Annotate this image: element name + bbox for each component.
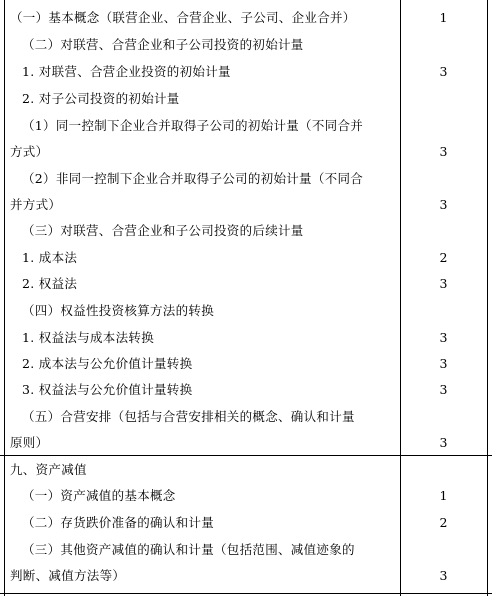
- topic-text: （一）资产减值的基本概念: [22, 488, 176, 503]
- level-value: 3: [439, 144, 448, 159]
- topic-text: 2. 成本法与公允价值计量转换: [22, 356, 193, 371]
- level-value: 3: [439, 197, 448, 212]
- topic-text: 1. 权益法与成本法转换: [22, 330, 154, 345]
- level-value: 3: [439, 276, 448, 291]
- level-value: 1: [439, 488, 448, 503]
- table-border-bottom: [0, 593, 492, 594]
- section-heading: 九、资产减值: [10, 462, 87, 477]
- topic-text: 2. 对子公司投资的初始计量: [22, 91, 180, 106]
- level-value: 3: [439, 330, 448, 345]
- table-border-left: [4, 0, 5, 596]
- topic-text: （四）权益性投资核算方法的转换: [22, 303, 215, 318]
- level-value: 3: [439, 382, 448, 397]
- topic-text: 2. 权益法: [22, 276, 78, 291]
- topic-text: （二）存货跌价准备的确认和计量: [22, 515, 215, 530]
- topic-text: （2）非同一控制下企业合并取得子公司的初始计量（不同合: [22, 171, 364, 186]
- level-value: 3: [439, 64, 448, 79]
- topic-text: （1）同一控制下企业合并取得子公司的初始计量（不同合并: [22, 118, 364, 133]
- table-border-right: [487, 0, 488, 596]
- level-value: [400, 457, 487, 483]
- topic-text: （五）合营安排（包括与合营安排相关的概念、确认和计量: [22, 409, 355, 424]
- topic-text: 1. 成本法: [22, 250, 78, 265]
- topic-text-continued: 判断、减值方法等）: [10, 568, 126, 583]
- level-value: [400, 298, 487, 324]
- topic-text: （三）其他资产减值的确认和计量（包括范围、减值迹象的: [22, 542, 355, 557]
- topic-text: （一）基本概念（联营企业、合营企业、子公司、企业合并）: [10, 10, 356, 25]
- level-value: 2: [439, 250, 448, 265]
- level-value: [400, 32, 487, 58]
- level-value: [400, 86, 487, 112]
- level-value: 3: [439, 435, 448, 450]
- topic-text-continued: 方式）: [10, 144, 49, 159]
- topic-text-continued: 原则）: [10, 435, 49, 450]
- level-value: 2: [439, 515, 448, 530]
- topic-text-continued: 并方式）: [10, 197, 62, 212]
- level-value: 1: [439, 10, 448, 25]
- level-value: 3: [439, 356, 448, 371]
- level-value: 3: [439, 568, 448, 583]
- level-value: [400, 218, 487, 244]
- topic-text: 3. 权益法与公允价值计量转换: [22, 382, 193, 397]
- topic-text: （三）对联营、合营企业和子公司投资的后续计量: [22, 223, 304, 238]
- topic-text: 1. 对联营、合营企业投资的初始计量: [22, 64, 231, 79]
- topic-text: （二）对联营、合营企业和子公司投资的初始计量: [22, 37, 304, 52]
